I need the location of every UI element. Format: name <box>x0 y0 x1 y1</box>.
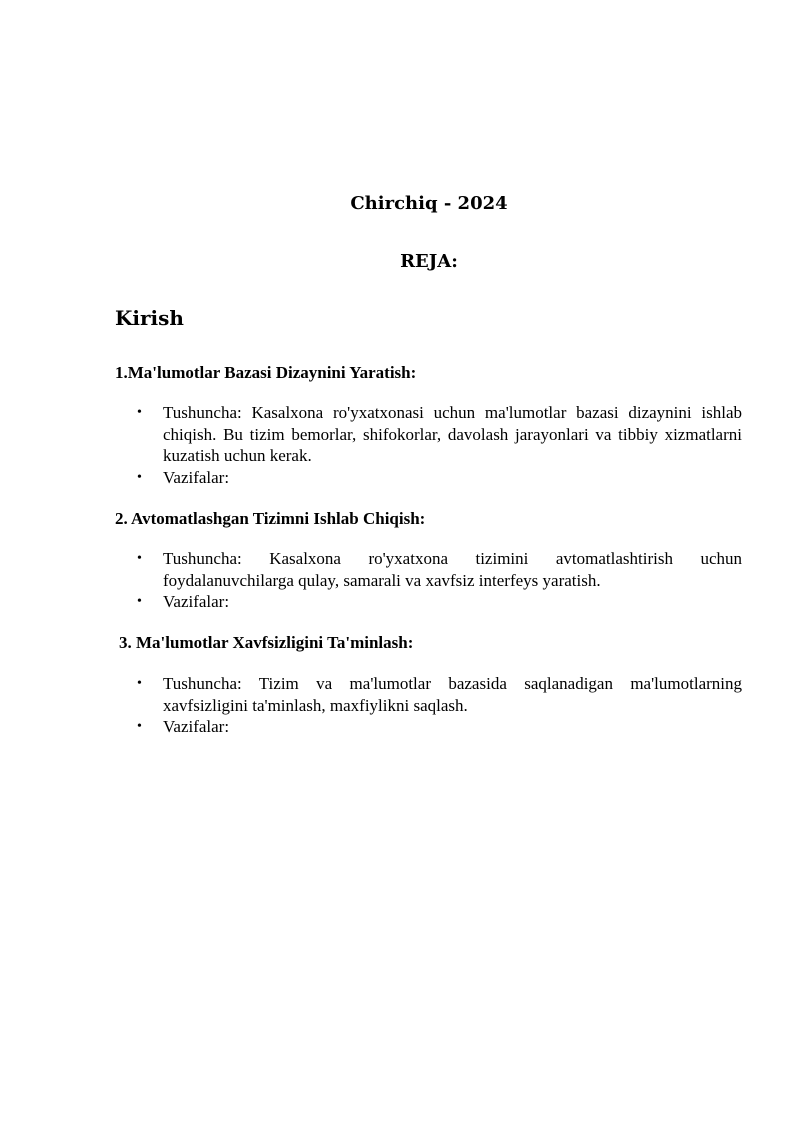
section-1-concept-item <box>137 402 742 467</box>
section-1-concept: Tushuncha: Kasalxona ro'yxatxonasi uchun ma'lumotlar bazasi dizaynini ishlab chiqish. Bu tizim bemorlar, shifokorlar, davolash jarayonlari va tibbiy xizmatlarni kuzatish uchun kerak. <box>163 403 742 465</box>
section-3-list <box>137 673 742 738</box>
section-3-concept: Tushuncha: Tizim va ma'lumotlar bazasida saqlanadigan ma'lumotlarning xavfsizligini ta'minlash, maxfiylikni saqlash. <box>163 674 742 715</box>
section-2-tasks-item <box>137 591 742 613</box>
section-1-list <box>137 402 742 488</box>
section-1-heading: 1.Ma'lumotlar Bazasi Dizaynini Yaratish: <box>115 363 417 382</box>
city-year-title: Chirchiq - 2024 <box>350 193 508 214</box>
section-1-tasks: Vazifalar: <box>163 467 230 487</box>
section-1-tasks-item <box>137 467 742 489</box>
intro-heading: Kirish <box>115 306 184 330</box>
bullet-icon: • <box>137 719 142 734</box>
bullet-icon: • <box>137 405 142 420</box>
section-2-tasks: Vazifalar: <box>163 592 230 611</box>
section-3-concept-item <box>137 673 742 716</box>
section-2-heading: 2. Avtomatlashgan Tizimni Ishlab Chiqish: <box>115 509 426 528</box>
plan-title: REJA: <box>400 251 458 272</box>
bullet-icon: • <box>137 676 142 691</box>
bullet-icon: • <box>137 469 142 485</box>
section-3-tasks: Vazifalar: <box>163 717 230 736</box>
section-3-tasks-item <box>137 716 742 738</box>
bullet-icon: • <box>137 594 142 609</box>
section-3-heading: 3. Ma'lumotlar Xavfsizligini Ta'minlash: <box>119 633 414 652</box>
bullet-icon: • <box>137 551 142 566</box>
section-2-concept-item <box>137 548 742 591</box>
section-2-concept: Tushuncha: Kasalxona ro'yxatxona tizimini avtomatlashtirish uchun foydalanuvchilarga qulay, samarali va xavfsiz interfeys yaratish. <box>163 549 742 590</box>
section-2-list <box>137 548 742 613</box>
